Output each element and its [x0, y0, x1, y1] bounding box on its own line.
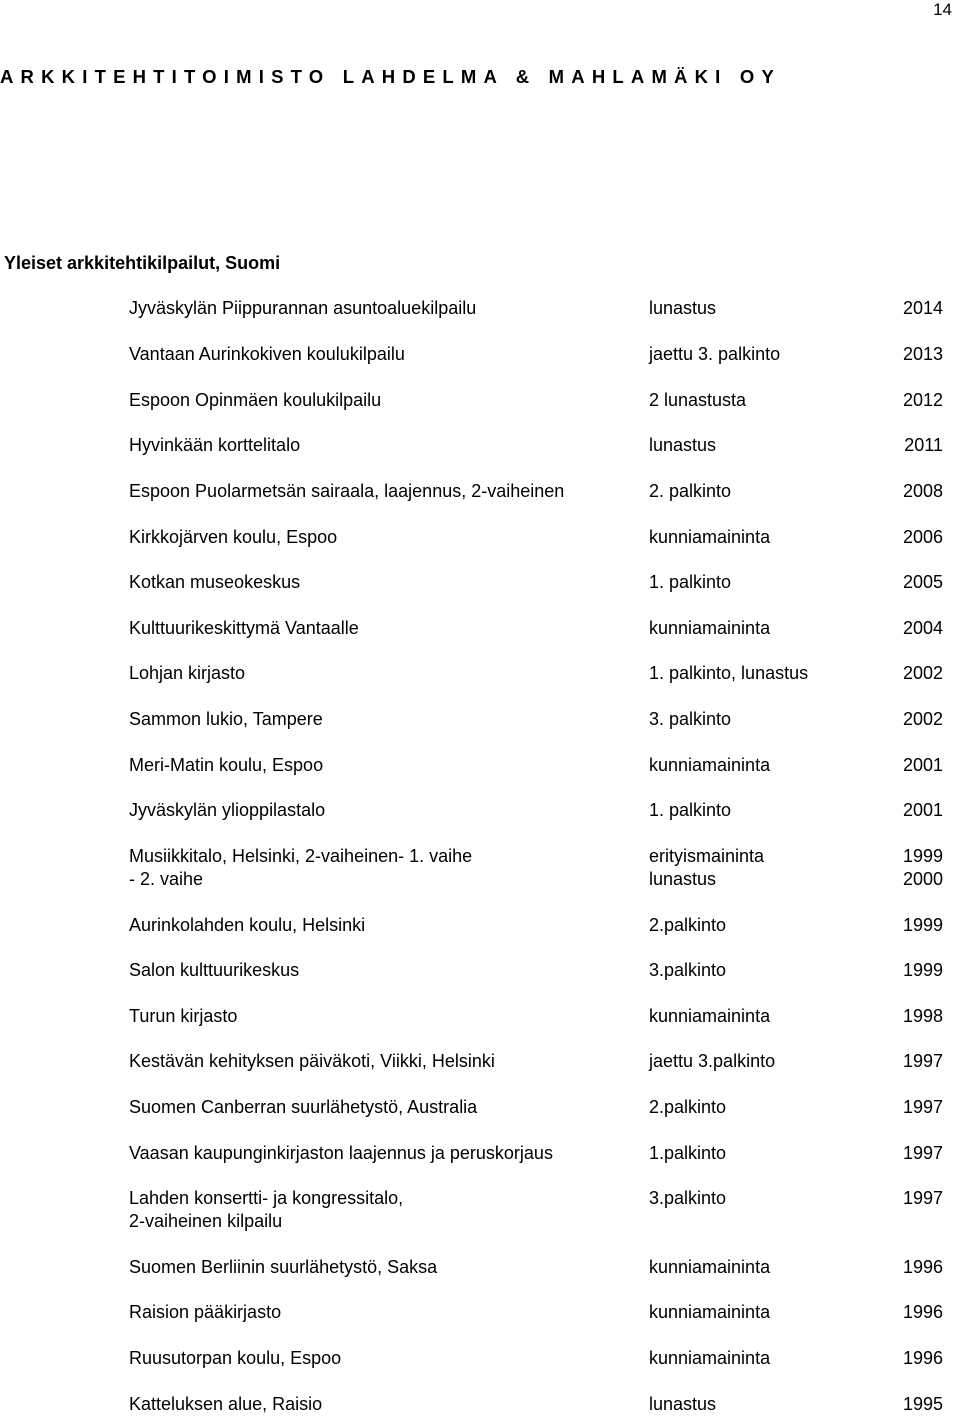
competition-year: 2012 [902, 390, 943, 410]
competition-result: kunniamaininta [649, 527, 771, 547]
competition-result: 2 lunastusta [649, 390, 747, 410]
competition-name: Jyväskylän Piippurannan asuntoaluekilpailu [129, 298, 477, 318]
competition-result: lunastus [649, 298, 717, 318]
competition-result: 1. palkinto [649, 572, 732, 592]
competition-name: Espoon Puolarmetsän sairaala, laajennus, 2-vaiheinen [129, 481, 565, 501]
competition-name: Kestävän kehityksen päiväkoti, Viikki, Helsinki [129, 1051, 495, 1071]
competition-result: 2.palkinto [649, 1097, 727, 1117]
competition-name: Katteluksen alue, Raisio [129, 1394, 323, 1414]
competition-name: Sammon lukio, Tampere [129, 709, 323, 729]
competition-result: 2.palkinto [649, 915, 727, 935]
competition-year: 1998 [902, 1006, 943, 1026]
competition-name: Turun kirjasto [129, 1006, 238, 1026]
competition-result: kunniamaininta [649, 1302, 771, 1322]
competition-year: 1997 [902, 1097, 943, 1117]
competition-name: Vantaan Aurinkokiven koulukilpailu [129, 344, 405, 364]
competition-name: Musiikkitalo, Helsinki, 2-vaiheinen- 1. vaihe - 2. vaihe [129, 846, 473, 889]
competition-result: lunastus [649, 1394, 717, 1414]
competition-year: 1996 [902, 1302, 943, 1322]
competition-result: kunniamaininta [649, 1257, 771, 1277]
competition-year: 2011 [904, 435, 943, 455]
competition-result: 3.palkinto [649, 960, 727, 980]
competition-result: 1.palkinto [649, 1143, 727, 1163]
competition-year: 2001 [902, 800, 943, 820]
page-number: 14 [933, 0, 952, 19]
section-heading: Yleiset arkkitehtikilpailut, Suomi [4, 253, 281, 273]
competition-name: Suomen Canberran suurlähetystö, Australia [129, 1097, 478, 1117]
competition-name: Ruusutorpan koulu, Espoo [129, 1348, 342, 1368]
competition-name: Meri-Matin koulu, Espoo [129, 755, 324, 775]
competition-result: kunniamaininta [649, 1348, 771, 1368]
competition-year: 1999 [902, 960, 943, 980]
competition-year: 2005 [902, 572, 943, 592]
competition-name: Kotkan museokeskus [129, 572, 301, 592]
competition-name: Aurinkolahden koulu, Helsinki [129, 915, 366, 935]
competition-name: Lahden konsertti- ja kongressitalo, 2-vaiheinen kilpailu [129, 1188, 404, 1231]
competition-year: 1997 [902, 1143, 943, 1163]
competition-year: 2006 [902, 527, 943, 547]
competition-name: Suomen Berliinin suurlähetystö, Saksa [129, 1257, 438, 1277]
competition-year: 2004 [902, 618, 943, 638]
competition-year: 2002 [902, 709, 943, 729]
competition-year: 1999 [902, 915, 943, 935]
competition-year: 2002 [902, 663, 943, 683]
competition-name: Espoon Opinmäen koulukilpailu [129, 390, 382, 410]
competition-result: 1. palkinto, lunastus [649, 663, 809, 683]
competition-year: 1997 [902, 1051, 943, 1071]
competition-name: Vaasan kaupunginkirjaston laajennus ja peruskorjaus [129, 1143, 553, 1163]
competition-result: erityismaininta lunastus [649, 846, 765, 889]
competition-name: Hyvinkään korttelitalo [129, 435, 301, 455]
competition-result: 2. palkinto [649, 481, 732, 501]
competition-year: 1997 [902, 1188, 943, 1208]
competition-result: jaettu 3. palkinto [649, 344, 781, 364]
competition-name: Kirkkojärven koulu, Espoo [129, 527, 338, 547]
competition-name: Salon kulttuurikeskus [129, 960, 300, 980]
competition-year: 1995 [902, 1394, 943, 1414]
competition-result: 1. palkinto [649, 800, 732, 820]
competition-result: kunniamaininta [649, 755, 771, 775]
competition-year: 2008 [902, 481, 943, 501]
company-header: ARKKITEHTITOIMISTO LAHDELMA & MAHLAMÄKI OY [0, 66, 781, 87]
competition-result: kunniamaininta [649, 1006, 771, 1026]
competition-name: Jyväskylän ylioppilastalo [129, 800, 326, 820]
competition-result: 3.palkinto [649, 1188, 727, 1208]
competition-name: Kulttuurikeskittymä Vantaalle [129, 618, 359, 638]
competition-result: kunniamaininta [649, 618, 771, 638]
competition-year: 2013 [902, 344, 943, 364]
competition-result: jaettu 3.palkinto [649, 1051, 776, 1071]
competition-year: 1999 2000 [902, 846, 943, 889]
competition-result: lunastus [649, 435, 717, 455]
competition-name: Lohjan kirjasto [129, 663, 246, 683]
competition-name: Raision pääkirjasto [129, 1302, 282, 1322]
competition-result: 3. palkinto [649, 709, 732, 729]
competition-year: 2001 [902, 755, 943, 775]
competition-year: 1996 [902, 1257, 943, 1277]
competition-year: 1996 [902, 1348, 943, 1368]
competition-year: 2014 [902, 298, 943, 318]
